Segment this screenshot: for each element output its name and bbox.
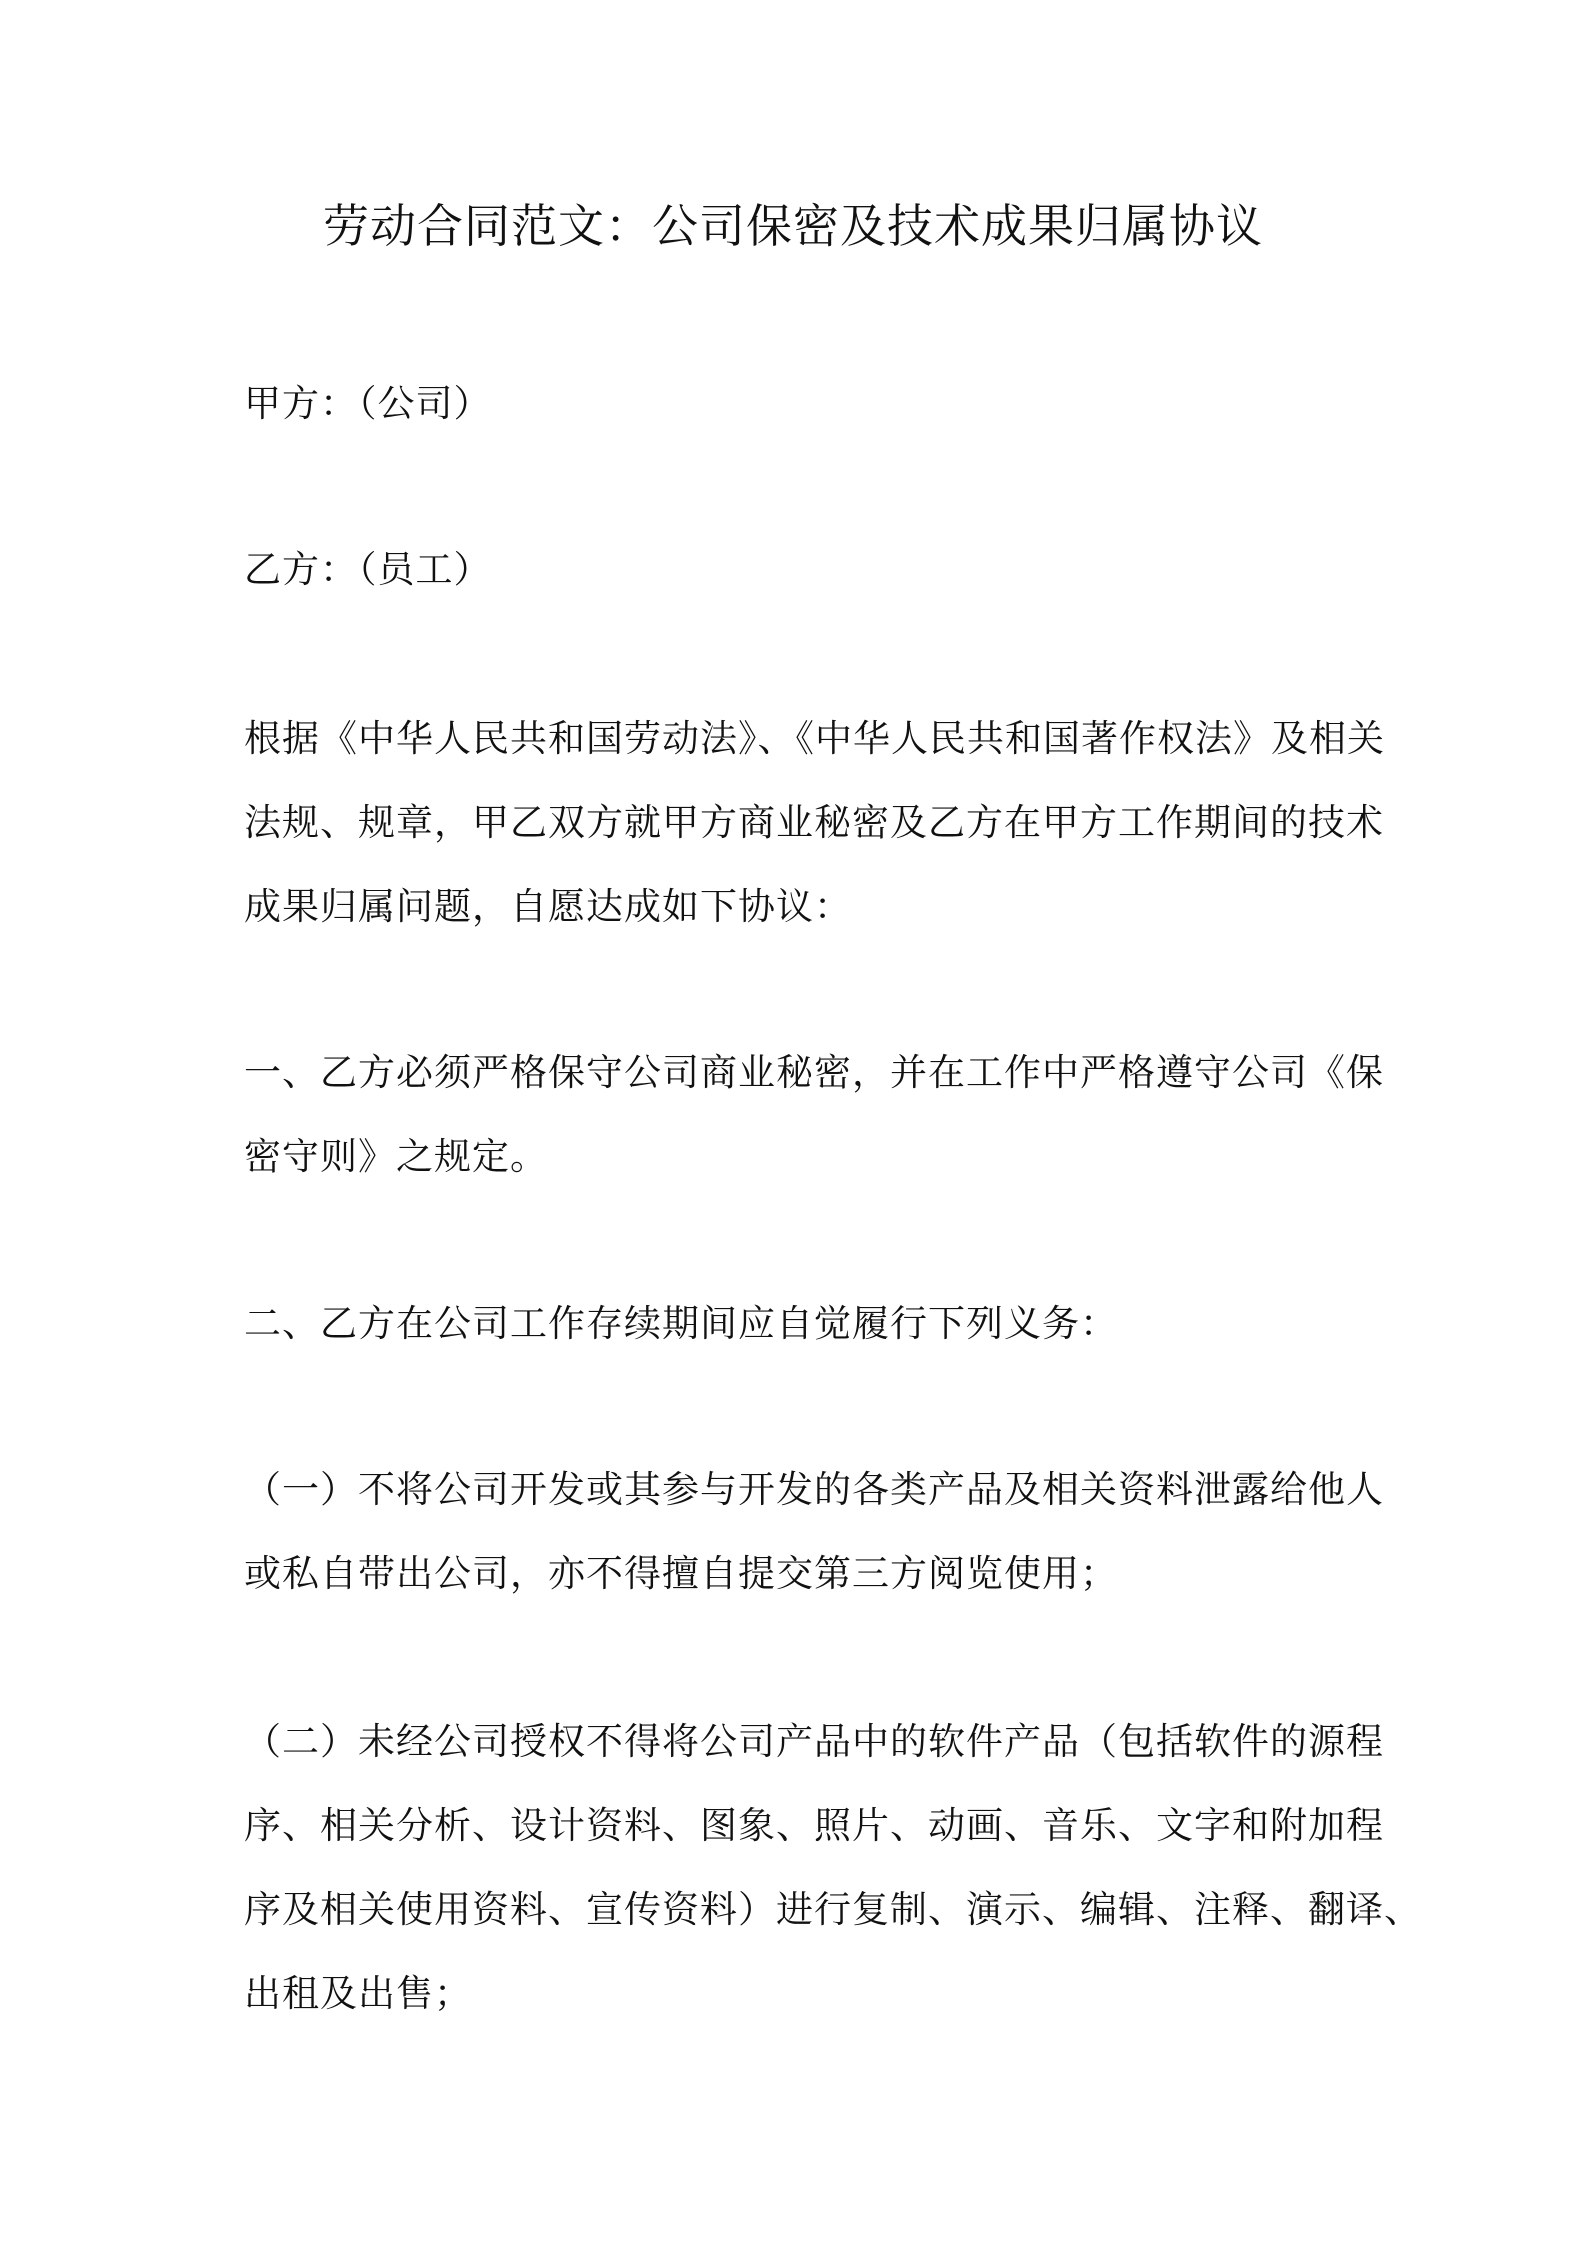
item-2-line: 序、相关分析、设计资料、图象、照片、动画、音乐、文字和附加程 [244, 1804, 1384, 1847]
preamble-line: 法规、规章，甲乙双方就甲方商业秘密及乙方在甲方工作期间的技术 [244, 801, 1384, 844]
preamble-line: 成果归属问题，自愿达成如下协议： [244, 885, 852, 928]
preamble-paragraph [244, 697, 1385, 949]
item-2-line: 序及相关使用资料、宣传资料）进行复制、演示、编辑、注释、翻译、 [244, 1888, 1422, 1931]
preamble-line: 根据《中华人民共和国劳动法》、《中华人民共和国著作权法》及相关 [244, 717, 1385, 760]
clause-2 [244, 1282, 1368, 1366]
clause-2-item-2 [244, 1700, 1422, 2036]
clause-1-line: 密守则》之规定。 [244, 1135, 548, 1178]
party-a-text: 甲方：（公司） [244, 382, 492, 425]
item-2-line: （二）未经公司授权不得将公司产品中的软件产品（包括软件的源程 [244, 1720, 1384, 1763]
item-1-line: 或私自带出公司，亦不得擅自提交第三方阅览使用； [244, 1552, 1118, 1595]
clause-1 [244, 1031, 1384, 1199]
clause-1-line: 一、乙方必须严格保守公司商业秘密，并在工作中严格遵守公司《保 [244, 1051, 1384, 1094]
party-b [244, 528, 1368, 612]
party-b-text: 乙方：（员工） [244, 548, 492, 591]
clause-2-item-1 [244, 1448, 1384, 1616]
item-2-line: 出租及出售； [244, 1972, 472, 2015]
document-title: 劳动合同范文：公司保密及技术成果归属协议 [323, 199, 1263, 253]
clause-2-line: 二、乙方在公司工作存续期间应自觉履行下列义务： [244, 1302, 1118, 1345]
item-1-line: （一）不将公司开发或其参与开发的各类产品及相关资料泄露给他人 [244, 1468, 1384, 1511]
party-a [244, 362, 1368, 446]
